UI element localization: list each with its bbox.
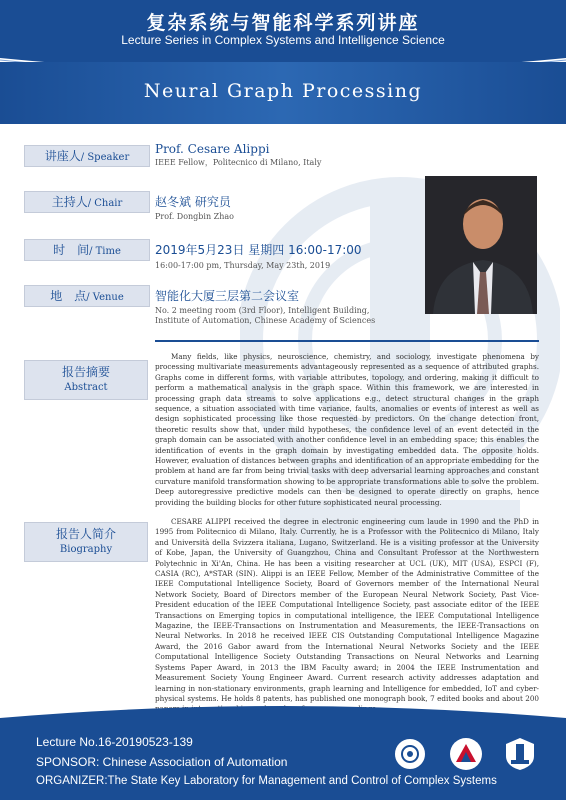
sponsor-line: SPONSOR: Chinese Association of Automation <box>36 755 288 769</box>
time-label-cn: 时 间 <box>53 243 90 257</box>
section-divider <box>155 340 539 342</box>
organizer-line: ORGANIZER:The State Key Laboratory for Management and Control of Complex Systems <box>36 775 497 787</box>
speaker-label <box>24 145 150 167</box>
chair-label <box>24 191 150 213</box>
venue-label-en: / Venue <box>86 292 124 303</box>
chair-label-cn: 主持人 <box>51 195 88 209</box>
venue-label <box>24 285 150 307</box>
biography-label-cn: 报告人简介 <box>55 527 116 541</box>
lab-logo-icon <box>448 736 484 772</box>
time-value-cn: 2019年5月23日 星期四 16:00-17:00 <box>155 243 362 257</box>
abstract-label-en: Abstract <box>64 382 108 393</box>
speaker-photo <box>425 176 537 314</box>
chair-name-cn: 赵冬斌 研究员 <box>155 195 231 209</box>
biography-label <box>24 522 148 562</box>
venue-label-cn: 地 点 <box>50 289 87 303</box>
speaker-label-cn: 讲座人 <box>44 149 81 163</box>
lecture-number: Lecture No.16-20190523-139 <box>36 735 193 749</box>
series-title-cn: 复杂系统与智能科学系列讲座 <box>146 12 420 34</box>
time-label <box>24 239 150 261</box>
chair-name-en: Prof. Dongbin Zhao <box>155 212 234 221</box>
chair-label-en: / Chair <box>87 198 123 209</box>
speaker-label-en: / Speaker <box>80 152 130 163</box>
abstract-text: Many fields, like physics, neuroscience, chemistry, and sociology, investigate phenomena by processing multivariate measurements advantageously represented as a sequence of attributed graphs. Graphs come in different forms, with variable attributes, topology, and ordering, making it difficult to perform a mathematical analysis in the graph space. Within this framework, we are interested in processing graph data streams to solve applications e.g., detect structural changes in the graph sequence, a situation associated with time variance, faults, anomalies or events of interest as well as design sophisticated processing like those requested by predictors. On the change detection front, theoretic results show that, under mild hypotheses, the confidence level of an event detected in the graph domain can be associated with another confidence level in an embedding space; this enables the identification of events in the graph domain by investigating embedded data. The opposite holds. However, evaluation of distances between graphs and identification of an appropriate embedding for the problem at hand are far from being trivial tasks with deep adversarial learning approaches and constant curvature manifold transformation showing to be appropriate transformations able to solve the problem. Deep autoregressive predictive models can then be designed to operate directly on graphs, hence providing the building blocks for other future sophisticated neural processing. <box>155 352 539 507</box>
biography-text: CESARE ALIPPI received the degree in electronic engineering cum laude in 1990 and the PhD in 1995 from Politecnico di Milano, Italy. Currently, he is a Professor with the Politecnico di Milano, Italy and Università della Svizzera italiana, Lugano, Switzerland. He is a visiting professor at the University of Kobe, Japan, the University of Guangzhou, China and Consultant Professor at the Northwestern Polytechnic in Xi'An, China. He has been a visiting researcher at UCL (UK), MIT (USA), ESPCI (F), CASIA (RC), A*STAR (SIN). Alippi is an IEEE Fellow, Member of the Administrative Committee of the IEEE Computational Intelligence Society, Board of Governors member of the International Neural Network Society, Board of Directors member of the European Neural Network Society, Past Vice-President education of the IEEE Computational Intelligence Society, past associate editor of the IEEE Transactions on Emerging topics in computational intelligence, the IEEE Computational Intelligence Magazine, the IEEE-Transactions on Instrumentation and Measurements, the IEEE-Transactions on Neural Networks. In 2018 he received IEEE CIS Outstanding Computational Intelligence Magazine Award, the 2016 Gabor award from the International Neural Networks Society and the IEEE Computational Intelligence Society Outstanding Transactions on Neural Networks and Learning Systems Paper Award, in 2013 the IBM Faculty award; in 2004 the IEEE Instrumentation and Measurement Society Young Engineer Award. Current research activity addresses adaptation and learning in non-stationary environments, graph learning and Intelligence for embedded, IoT and cyber-physical systems. He holds 8 patents, has published one monograph book, 7 edited books and about 200 <box>155 517 539 703</box>
speaker-affiliation: IEEE Fellow，Politecnico di Milano, Italy <box>155 158 322 167</box>
biography-label-en: Biography <box>59 544 113 555</box>
lecture-title: Neural Graph Processing <box>143 80 423 102</box>
abstract-label <box>24 360 148 400</box>
time-value-en: 16:00-17:00 pm, Thursday, May 23th, 2019 <box>155 261 331 270</box>
abstract-label-cn: 报告摘要 <box>61 365 110 379</box>
venue-value-en-2: Institute of Automation, Chinese Academy of Sciences <box>155 316 376 325</box>
venue-value-cn: 智能化大厦三层第二会议室 <box>155 289 300 303</box>
venue-value-en-1: No. 2 meeting room (3rd Floor), Intelligent Building, <box>155 306 370 315</box>
speaker-name: Prof. Cesare Alippi <box>155 142 270 156</box>
series-title-en: Lecture Series in Complex Systems and Intelligence Science <box>121 33 445 47</box>
speaker-portrait-icon <box>425 176 537 314</box>
time-label-en: / Time <box>89 246 121 257</box>
casia-emblem-icon <box>502 736 538 772</box>
caa-logo-icon <box>392 736 428 772</box>
